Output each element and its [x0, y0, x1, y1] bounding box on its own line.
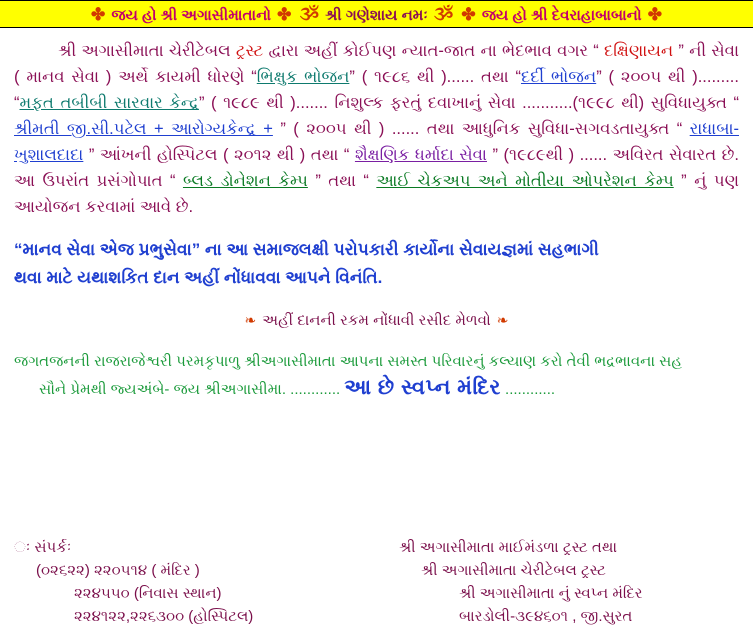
org-name-1: શ્રી અગાસીમાતા માઈમંડળા ટ્રસ્ટ તથા — [399, 539, 618, 556]
receipt-note — [14, 312, 739, 329]
para1-s13: ” ( ૨૦૦૫ થી ) ...... તથા આધુનિક સુવિધા-સગવડતાયુક્ત “ — [272, 120, 690, 138]
para1-eye-checkup-camp: આઈ ચેકઅપ અને મોતીયા ઓપરેશન કેમ્પ — [376, 172, 674, 190]
para1-trust-word: ટ્રસ્ટ — [235, 42, 264, 60]
para1-s7: ” ( ૧૯૮૬ થી )...... તથા “ — [349, 68, 521, 86]
para1-s3: દ્વારા અહીં કોઈપણ ન્યાત-જાત ના ભેદભાવ વગર “ — [263, 42, 604, 60]
footer-row — [14, 536, 739, 559]
ornament-icon: ✤ — [90, 5, 106, 24]
header-right-text: જય હો શ્રી દેવરાહાબાબાનો — [481, 7, 642, 24]
para1-s5: ” ની સેવા ( માનવ સેવા ) અર્થે કાયમી ધોરણે “ — [14, 42, 739, 86]
para1-s15: ” આંખની હોસ્પિટલ ( ૨૦૧૨ થી ) તથા “ — [83, 146, 355, 164]
contact-footer — [0, 536, 753, 628]
leaf-ornament-icon: ❧ — [244, 312, 257, 328]
para1-s17: ” (૧૯૮૯થી ) ...... અવિરત સેવારત છે. આ ઉપરાંત પ્રસંગોપાત “ — [14, 146, 740, 190]
para1-s11: ” ( ૧૯૮૯ થી )....... નિશુલ્ક ફરતું દવાખાનું સેવા ...........(૧૯૯૮ થી) સુવિધાયુક્ત “ — [198, 94, 739, 112]
body-content — [0, 28, 753, 403]
om-icon: ૐ — [433, 4, 454, 24]
footer-row — [14, 582, 739, 605]
intro-paragraph — [14, 38, 739, 220]
appeal-line-1: “માનવ સેવા એજ પ્રભુસેવા” ના આ સમાજલક્ષી પરોપકારી કાર્યોના સેવાયજ્ઞમાં સહભાગી — [14, 240, 599, 259]
appeal-line-2: થવા માટે યથાશકિત દાન અહીં નોંધાવવા આપને વિનંતિ. — [14, 268, 383, 287]
blessing-line-2 — [14, 375, 739, 403]
para1-s19: ” તથા “ — [307, 172, 377, 190]
dream-temple-highlight: આ છે સ્વપ્ન મંદિર — [344, 376, 501, 399]
para1-s1: શ્રી અગાસીમાતા ચેરીટેબલ — [58, 42, 236, 60]
leaf-ornament-icon: ❧ — [496, 312, 509, 328]
para1-dardi-bhojan: દર્દી ભોજન — [520, 68, 597, 86]
ornament-icon: ✤ — [277, 5, 292, 24]
para1-bhikshuk-bhojan: ભિક્ષુક ભોજન — [256, 68, 350, 86]
ornament-icon: ✤ — [461, 5, 476, 24]
blessing-paragraph — [14, 349, 739, 403]
header-middle-text: શ્રી ગણેશાય નમઃ — [325, 7, 428, 24]
phone-residence: ૨૨૪૫૫૦ (નિવાસ સ્થાન) — [74, 585, 222, 602]
para1-eye-hospital-name: રાધાબા-ખુશાલદાદા — [14, 120, 739, 164]
org-name-2: શ્રી અગાસીમાતા ચેરીટેબલ ટ્રસ્ટ — [421, 562, 606, 579]
blessing-line-1: જગતજનની રાજરાજેશ્વરી પરમકૃપાળુ શ્રીઅગાસીમાતા આપના સમસ્ત પરિવારનું કલ્યાણ કરો તેવી ભદ્રભાવના સહ — [14, 353, 683, 370]
footer-row — [14, 605, 739, 628]
address-line: બારડોલી-૩૯૪૬૦૧ , જી.સુરત — [459, 608, 633, 625]
para1-dakshinayan: દક્ષિણાયન — [603, 42, 674, 60]
appeal-paragraph — [14, 236, 739, 292]
header-banner — [0, 0, 753, 28]
contact-label: ઃ સંપર્કઃ — [14, 539, 72, 556]
om-icon: ૐ — [299, 4, 319, 24]
ornament-icon: ✤ — [647, 5, 663, 24]
para1-free-medical-center: મફત તબીબી સારવાર કેન્દ્ર — [19, 94, 199, 112]
phone-hospital: ૨૨૪૧૨૨,૨૨૬૩૦૦ (હોસ્પિટલ) — [74, 608, 254, 625]
para1-blood-donation-camp: બ્લડ ડોનેશન કેમ્પ — [182, 172, 308, 190]
header-left-text: જય હો શ્રી અગાસીમાતાનો — [111, 7, 271, 24]
para1-s9: ” ( ૨૦૦૫ થી )......... “ — [14, 68, 739, 112]
blessing-line-2-prefix: સૌને પ્રેમથી જ્યઅંબે- જય શ્રીઅગાસીમા. ............ — [39, 381, 341, 398]
para1-health-center: શ્રીમતી જી.સી.પટેલ + આરોગ્યકેન્દ્ર + — [14, 120, 273, 138]
phone-temple: (૦૨૬૨૨) ૨૨૦૫૧૪ ( મંદિર ) — [36, 562, 200, 579]
blessing-line-2-suffix: ............ — [500, 381, 556, 398]
para1-s21: ” નું પણ આયોજન કરવામાં આવે છે. — [14, 172, 739, 216]
footer-row — [14, 559, 739, 582]
para1-education-service: શૈક્ષણિક ધર્માદા સેવા — [354, 146, 487, 164]
org-name-3: શ્રી અગાસીમાતા નું સ્વપ્ન મંદિર — [459, 585, 643, 602]
receipt-note-text: અહીં દાનની રકમ નોંધાવી રસીદ મેળવો — [262, 312, 491, 329]
